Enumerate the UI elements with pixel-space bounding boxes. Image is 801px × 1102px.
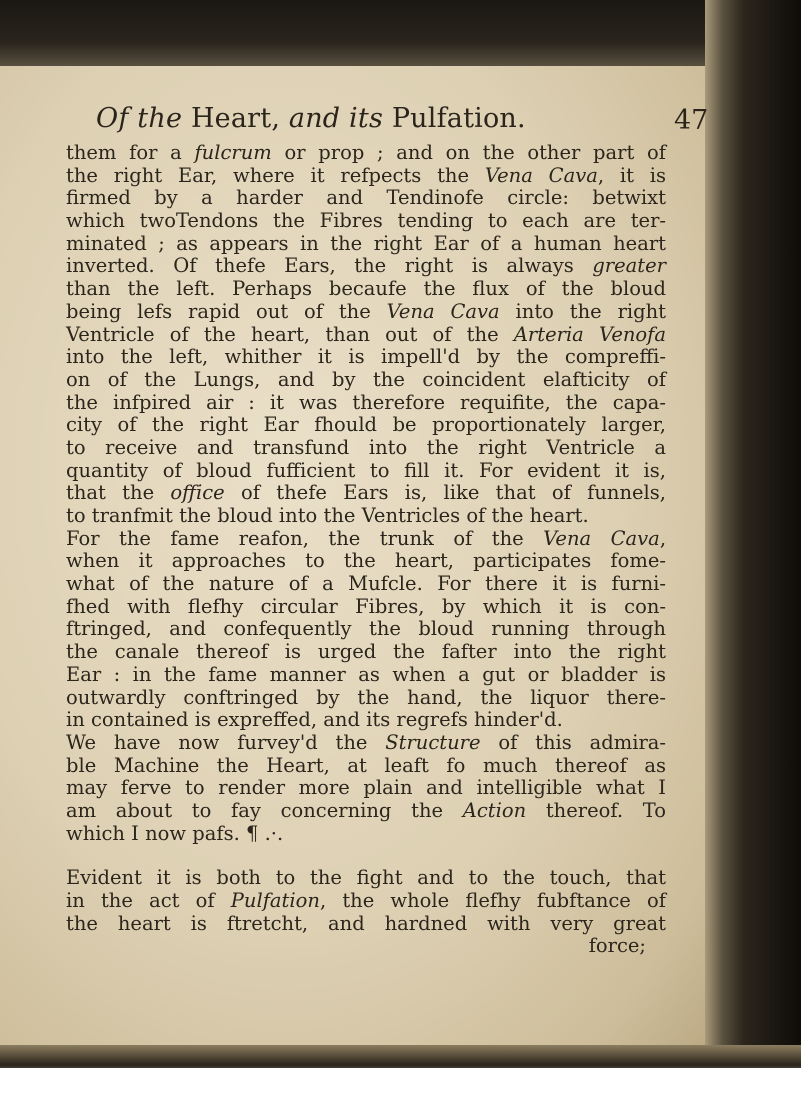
text-run: into the left, whither it is impell'd by the compreffi- — [66, 345, 666, 369]
text-run: am about to fay concerning the — [66, 798, 463, 822]
text-run: of thefe Ears is, like that of funnels, — [224, 481, 666, 505]
text-line — [66, 255, 666, 278]
running-title: Of the Heart, and its Pulfation. — [96, 103, 526, 134]
text-line — [66, 890, 666, 913]
text-run: ftringed, and confequently the bloud running through — [66, 617, 666, 641]
text-line — [66, 755, 666, 778]
paragraph-gap — [66, 845, 666, 867]
book-binding-edge — [705, 0, 801, 1102]
text-run: what of the nature of a Mufcle. For there it is furni- — [66, 572, 666, 596]
running-header — [96, 103, 709, 143]
text-run: the infpired air : it was therefore requifite, the capa- — [66, 390, 666, 414]
text-line — [66, 233, 666, 256]
text-run: or prop ; and on the other part of — [271, 141, 666, 164]
text-run: of this admira- — [480, 730, 666, 754]
text-line — [66, 414, 666, 437]
text-run: , it is — [597, 163, 666, 187]
text-run: force; — [588, 934, 646, 958]
text-run: may ferve to render more plain and intelligible what I — [66, 776, 666, 800]
text-line — [66, 573, 666, 596]
italic-text: Vena Cava — [386, 299, 500, 323]
text-run: city of the right Ear fhould be proportionately larger, — [66, 413, 666, 437]
text-line — [66, 437, 666, 460]
text-run: minated ; as appears in the right Ear of a human heart — [66, 231, 666, 255]
text-run: being lefs rapid out of the — [66, 299, 387, 323]
text-line — [66, 505, 666, 528]
italic-text: greater — [592, 254, 666, 278]
text-line — [66, 142, 666, 165]
text-line — [66, 664, 666, 687]
text-line — [66, 732, 666, 755]
text-line — [66, 550, 666, 573]
text-line — [66, 687, 666, 710]
italic-text: Pulfation — [230, 889, 320, 912]
text-run: which twoTendons the Fibres tending to each are ter- — [66, 209, 666, 233]
text-run: fhed with flefhy circular Fibres, by which it is con- — [66, 594, 666, 618]
italic-text: Arteria Venofa — [513, 322, 667, 346]
text-run: ble Machine the Heart, at leaft fo much thereof as — [66, 753, 666, 777]
text-run: which I now pafs. ¶ .·. — [66, 821, 284, 845]
text-run: that the — [66, 481, 171, 505]
text-line — [66, 165, 666, 188]
text-run: the heart is ftretcht, and hardned with very great — [66, 911, 666, 935]
text-run: firmed by a harder and Tendinofe circle: betwixt — [66, 186, 666, 210]
text-line — [66, 278, 666, 301]
italic-text: Structure — [385, 730, 481, 754]
text-run: thereof. To — [526, 798, 667, 822]
text-run: inverted. Of thefe Ears, the right is always — [66, 254, 593, 278]
text-line — [66, 777, 666, 800]
text-line — [66, 867, 666, 890]
text-run: than the left. Perhaps becaufe the flux of the bloud — [66, 277, 666, 301]
text-run: , — [659, 526, 667, 550]
text-line — [66, 596, 666, 619]
text-run: Ventricle of the heart, than out of the — [66, 322, 514, 346]
text-run: in contained is expreffed, and its regrefs hinder'd. — [66, 708, 563, 732]
text-line — [66, 618, 666, 641]
text-run: We have now furvey'd the — [66, 730, 386, 754]
text-line — [66, 460, 666, 483]
italic-text: Vena Cava — [543, 526, 660, 550]
text-run: in the act of — [66, 889, 231, 912]
text-run: outwardly conftringed by the hand, the liquor there- — [66, 685, 666, 709]
text-line — [66, 187, 666, 210]
text-run: to receive and transfund into the right Ventricle a — [66, 435, 666, 459]
text-line — [66, 392, 666, 415]
italic-text: Action — [462, 798, 527, 822]
text-run: For the fame reafon, the trunk of the — [66, 526, 544, 550]
text-run: into the right — [499, 299, 666, 323]
text-line — [66, 369, 666, 392]
text-run: the canale thereof is urged the fafter into the right — [66, 640, 666, 664]
body-text — [66, 142, 666, 958]
text-line — [66, 800, 666, 823]
italic-text: Vena Cava — [484, 163, 598, 187]
text-run: them for a — [66, 141, 195, 164]
text-run: when it approaches to the heart, participates fome- — [66, 549, 666, 573]
text-line — [66, 210, 666, 233]
text-line — [66, 324, 666, 347]
text-line — [66, 709, 666, 732]
scan-margin — [0, 1068, 801, 1102]
page-number: 47 — [674, 105, 709, 136]
text-run: on of the Lungs, and by the coincident elafticity of — [66, 367, 666, 391]
text-line — [66, 528, 666, 551]
text-line — [66, 935, 666, 958]
text-line — [66, 913, 666, 936]
text-line — [66, 823, 666, 846]
text-run: the right Ear, where it refpects the — [66, 163, 485, 187]
text-line — [66, 301, 666, 324]
text-run: to tranfmit the bloud into the Ventricles of the heart. — [66, 504, 589, 527]
text-line — [66, 482, 666, 505]
text-line — [66, 641, 666, 664]
text-run: quantity of bloud fufficient to fill it. For evident it is, — [66, 458, 666, 482]
italic-text: fulcrum — [194, 141, 272, 164]
text-line — [66, 346, 666, 369]
text-run: Evident it is both to the fight and to the touch, that — [66, 866, 666, 890]
text-run: , the whole flefhy fubftance of — [319, 889, 666, 912]
text-run: Ear : in the fame manner as when a gut or bladder is — [66, 662, 666, 686]
italic-text: office — [170, 481, 225, 505]
